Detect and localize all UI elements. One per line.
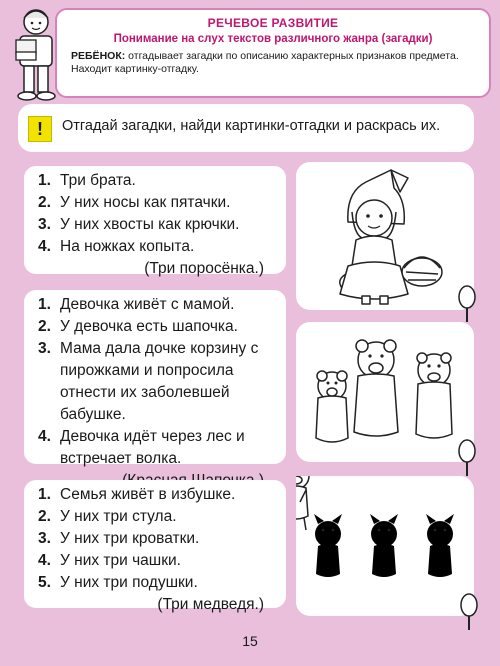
instruction-text: Отгадай загадки, найди картинки-отгадки и раскрась их. bbox=[62, 118, 441, 134]
riddle-answer: (Три медведя.) bbox=[157, 596, 264, 613]
riddle-line: 3. Мама дала дочке корзину с пирожками и попросила отнести их заболевшей бабушке. bbox=[38, 340, 259, 423]
riddle-line: 3. У них три кроватки. bbox=[38, 530, 200, 547]
section-subtitle: Понимание на слух текстов различного жанра (загадки) bbox=[113, 33, 433, 45]
riddle-line: 4. Девочка идёт через лес и встречает волка. bbox=[38, 428, 245, 467]
three-bears-illustration bbox=[296, 322, 474, 462]
three-piglets-illustration bbox=[296, 476, 474, 616]
riddle-line: 4. На ножках копыта. bbox=[38, 238, 195, 255]
riddle-line: 1. Семья живёт в избушке. bbox=[38, 486, 236, 503]
mirror-icon bbox=[458, 592, 480, 632]
riddle-line: 1. Девочка живёт с мамой. bbox=[38, 296, 235, 313]
page-number: 15 bbox=[242, 633, 258, 649]
riddle-answer: (Три поросёнка.) bbox=[144, 260, 264, 277]
section-title: РЕЧЕВОЕ РАЗВИТИЕ bbox=[207, 16, 339, 30]
riddle-line: 3. У них хвосты как крючки. bbox=[38, 216, 240, 233]
instruction-box bbox=[18, 104, 474, 152]
mirror-icon bbox=[456, 284, 478, 324]
riddle-line: 4. У них три чашки. bbox=[38, 552, 181, 569]
riddle-line: 5. У них три подушки. bbox=[38, 574, 198, 591]
riddle-line: 1. Три брата. bbox=[38, 172, 136, 189]
child-label: РЕБЁНОК: bbox=[71, 50, 126, 62]
picture-card-2[interactable] bbox=[296, 322, 474, 462]
riddle-card-3 bbox=[24, 480, 286, 613]
red-riding-hood-illustration bbox=[296, 162, 474, 310]
riddle-card-2 bbox=[24, 290, 286, 467]
riddle-line: 2. У девочка есть шапочка. bbox=[38, 318, 238, 335]
exclamation-icon: ! bbox=[28, 116, 52, 142]
picture-card-1[interactable] bbox=[296, 162, 474, 310]
mirror-icon bbox=[456, 438, 478, 478]
section-description bbox=[71, 50, 477, 76]
riddle-line: 2. У них носы как пятачки. bbox=[38, 194, 231, 211]
picture-card-3[interactable] bbox=[296, 476, 474, 616]
description-text: отгадывает загадки по описанию характерных признаков предмета. Находит картинку-отгадку. bbox=[71, 50, 459, 75]
header-box bbox=[55, 8, 491, 98]
riddle-line: 2. У них три стула. bbox=[38, 508, 177, 525]
riddle-card-1 bbox=[24, 166, 286, 277]
